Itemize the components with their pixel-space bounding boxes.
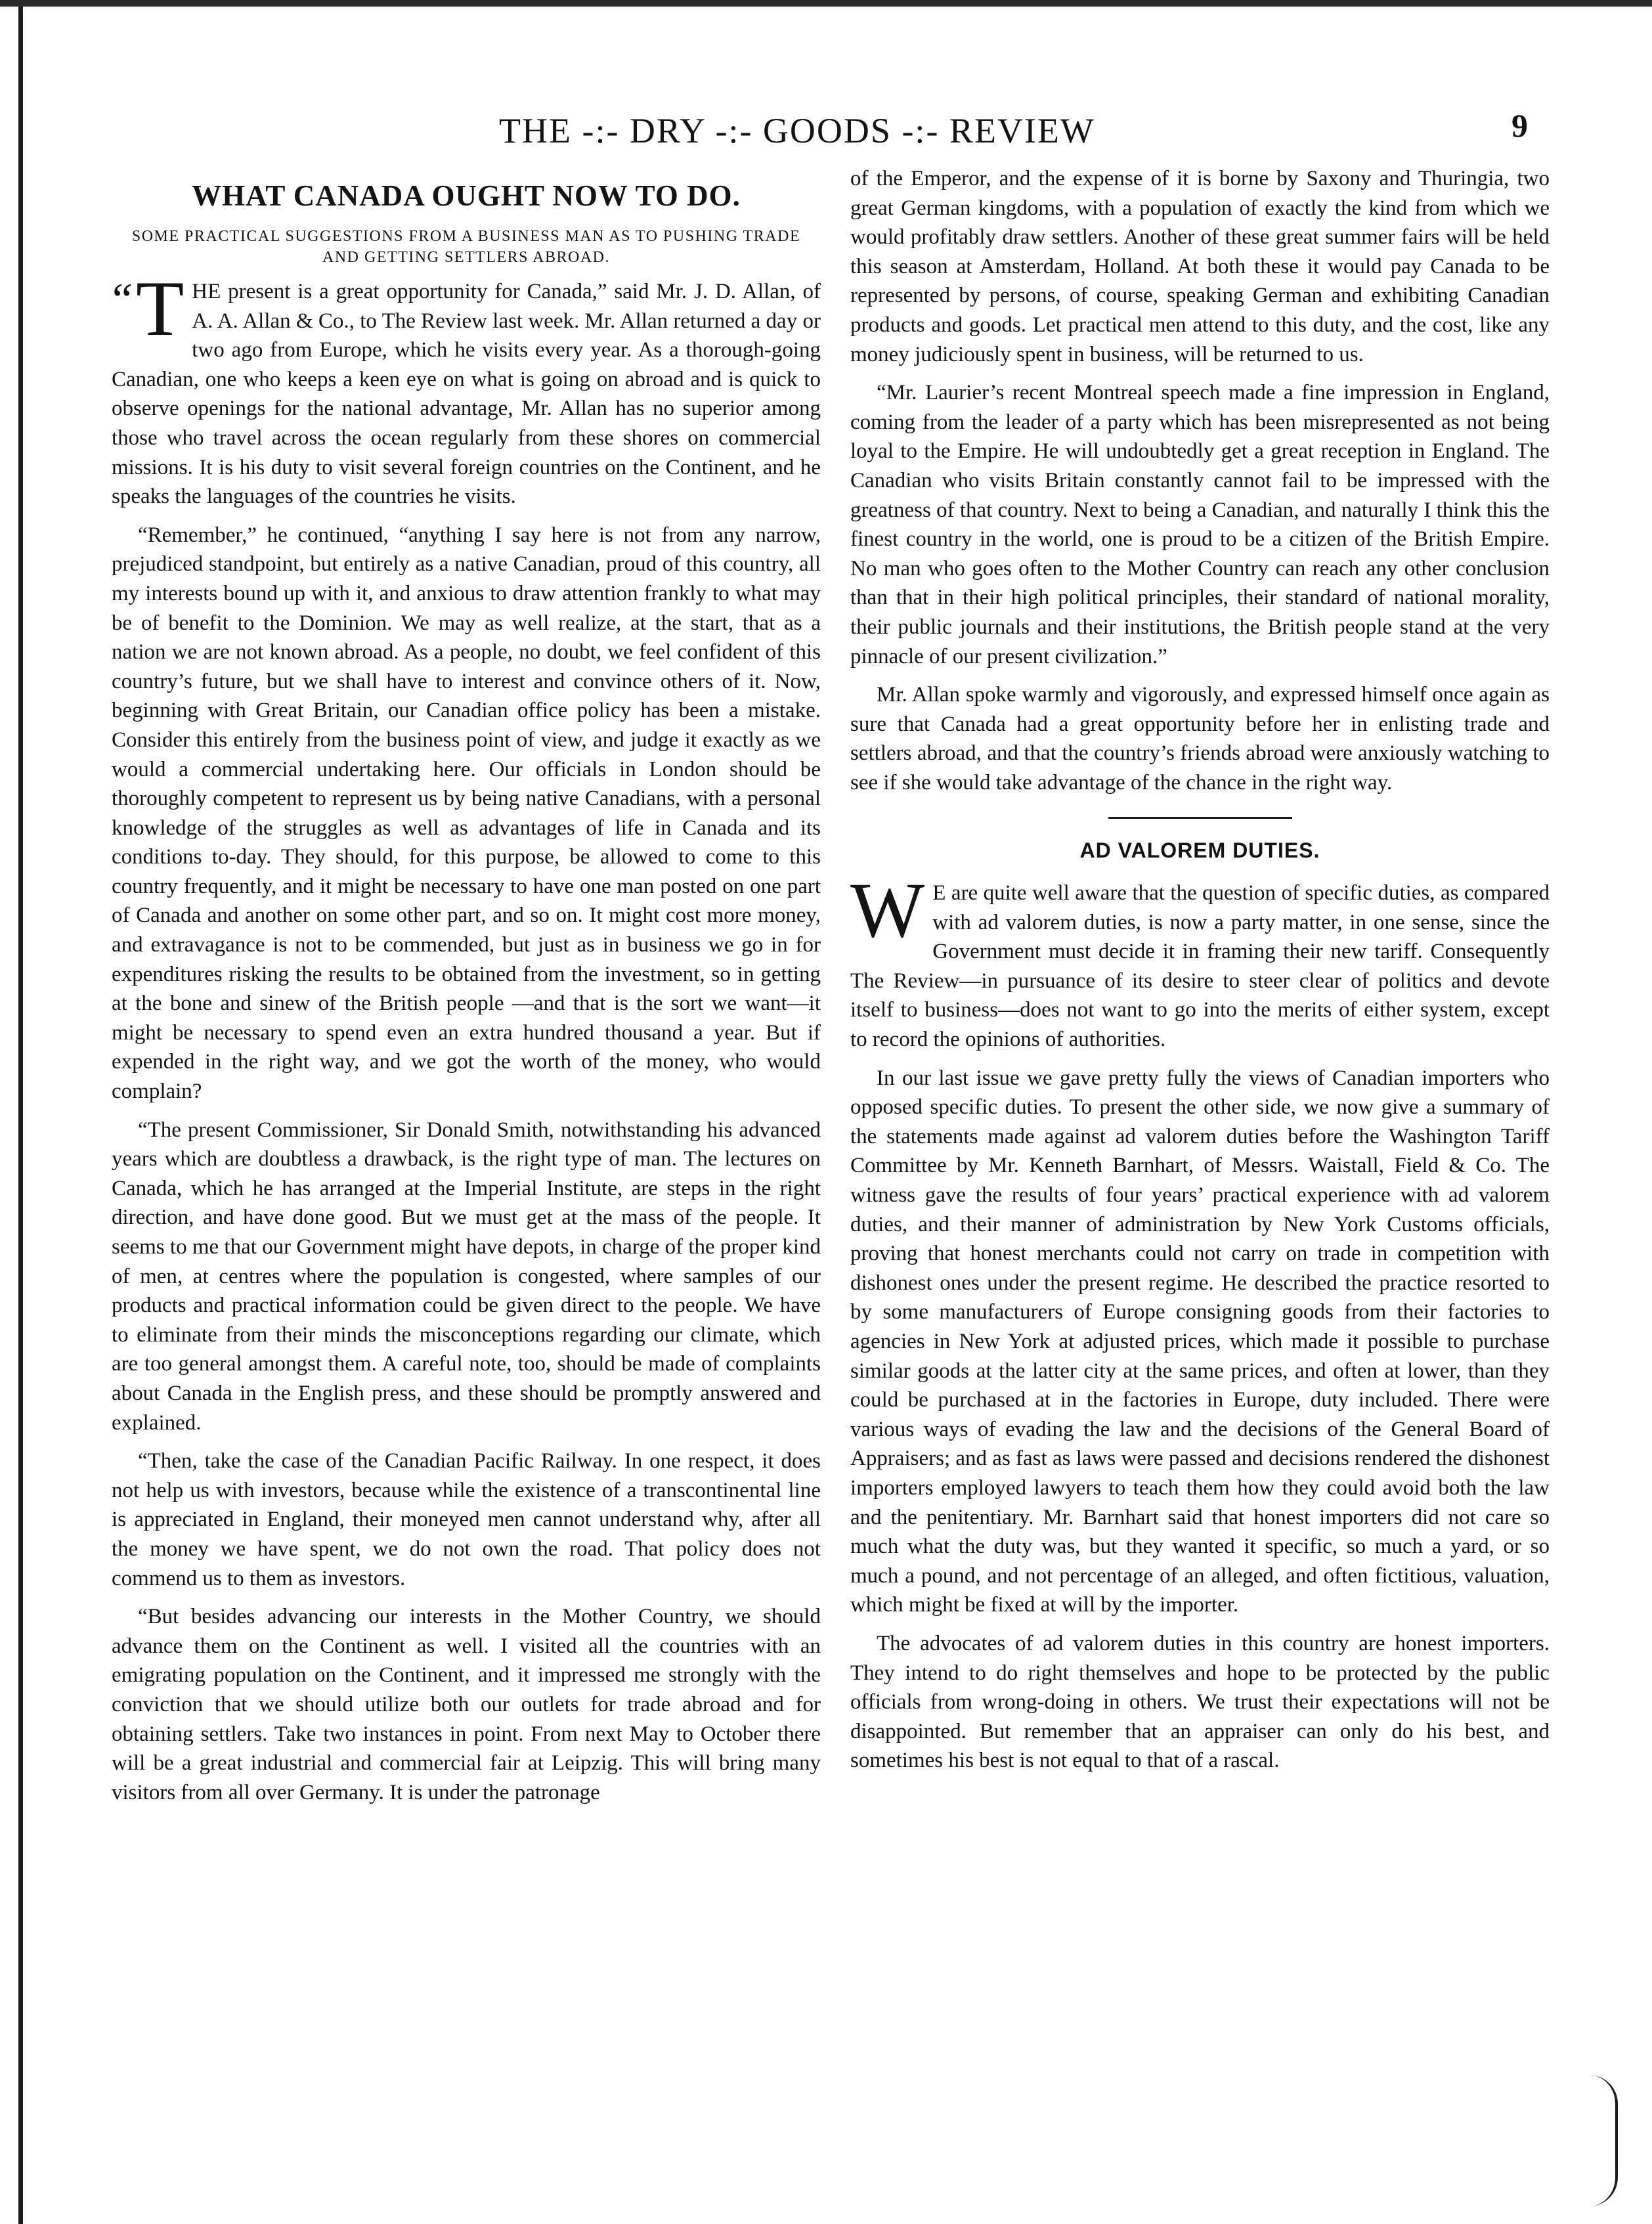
article-paragraph: “But besides advancing our interests in the Mother Country, we should advance them on the Continent as well. I visited all the countries with an emigrating population on the Continent, and it impressed me strongly with the conviction that we should utilize both our outlets for trade abroad and for obtaining settlers. Take two instances in point. From next May to October there will be a great industrial and commercial fair at Leipzig. This will bring many visitors from all over Germany. It is under the patronage [112,1605,821,1804]
section-headline: AD VALOREM DUTIES. [1079,839,1320,863]
article-paragraph: “Remember,” he continued, “anything I say here is not from any narrow, prejudiced standpoint, but entirely as a native Canadian, proud of this country, all my interests bound up with it, and anxious to draw attention frankly to what may be of benefit to the Dominion. We may as well realize, at the start, that as a nation we are not known abroad. As a people, no doubt, we feel confident of this country’s future, but we shall have to interest and convince others of it. Now, beginning with Great Britain, our Canadian office policy has been a mistake. Consider this entirely from the business point of view, and judge it exactly as we would a commercial undertaking here. Our officials in London should be thoroughly competent to represent us by being native Canadians, with a personal knowledge of the struggles as well as advantages of life in Canada and its conditions to-day. They should, for this purpose, be allowed to come to this country frequently, and it might be necessary to have one man posted on one part of Canada and another on some other part, and so on. It might cost more money, and extravagance is not to be commended, but just as in business we go in for expenditures risking the results to be obtained from the investment, so in getting at the bone and sinew of the British people —and that is the sort we want—it might be necessary to spend even an extra hundred thousand a year. But if expended in the right way, and we got the worth of the money, who would complain? [112,523,821,1104]
article-paragraph: Mr. Allan spoke warmly and vigorously, and expressed himself once again as sure that Canada had a great opportunity before her in enlisting trade and settlers abroad, and that the country’s friends abroad were anxiously watching to see if she would take advantage of the chance in the right way. [850,683,1550,795]
article-paragraph [108,265,821,512]
masthead: THE -:- DRY -:- GOODS -:- REVIEW [499,111,1095,150]
page-top-edge [0,0,1652,7]
article-paragraph: “The present Commissioner, Sir Donald Smith, notwithstanding his advanced years which are doubtless a drawback, is the right type of man. The lectures on Canada, which he has arranged at the Imperial Institute, are steps in the right direction, and have done good. But we must get at the mass of the people. It seems to me that our Government might have depots, in charge of the proper kind of men, at centres where the population is congested, where samples of our products and practical information could be given direct to the people. We have to eliminate from their minds the misconceptions regarding our climate, which are too general amongst them. A careful note, too, should be made of complaints about Canada in the English press, and these should be promptly answered and explained. [112,1118,821,1435]
margin-bracket-mark [1589,2075,1618,2206]
page-edge-rule [18,0,23,2224]
drop-cap: W [850,866,925,954]
article-paragraph: “Then, take the case of the Canadian Pacific Railway. In one respect, it does not help us with investors, because while the existence of a transcontinental line is appreciated in England, their moneyed men cannot understand why, after all the money we have spent, we do not own the road. That policy does not commend us to them as investors. [112,1449,821,1590]
left-column [108,164,821,1816]
article-paragraph: The advocates of ad valorem duties in this country are honest importers. They intend to do right themselves and hope to be protected by the public officials from wrong-doing in others. We trust their expectations will not be disappointed. But remember that an appraiser can only do his best, and sometimes his best is not equal to that of a rascal. [850,1631,1550,1773]
article-paragraph [850,866,1550,1055]
right-column [850,164,1550,1785]
article-paragraph: “Mr. Laurier’s recent Montreal speech made a fine impression in England, coming from the leader of a party which has been misrepresented as not being loyal to the Empire. He will undoubtedly get a great reception in England. The Canadian who visits Britain constantly cannot fail to be impressed with the greatness of that country. Next to being a Canadian, and naturally I think this the finest country in the world, one is proud to be a citizen of the British Empire. No man who goes often to the Mother Country can reach any other conclusion than that in their high political principles, their standard of national morality, their public journals and their institutions, the British people stand at the very pinnacle of our present civilization.” [850,381,1550,668]
paragraph-text: HE present is a great opportunity for Canada,” said Mr. J. D. Allan, of A. A. Allan & Co., to The Review last week. Mr. Allan returned a day or two ago from Europe, which he visits every year. As a thorough-going Canadian, one who keeps a keen eye on what is going on abroad and is quick to observe openings for the national advantage, Mr. Allan has no superior among those who travel across the ocean regularly from these shores on commercial missions. It is his duty to visit several foreign countries on the Continent, and he speaks the languages of the countries he visits. [112,280,821,509]
section-divider [1108,817,1292,819]
paragraph-text: E are quite well aware that the question of specific duties, as compared with ad valorem duties, is now a party matter, in one sense, since the Government must decide it in framing their new tariff. Consequently The Review—in pursuance of its desire to steer clear of politics and devote itself to business—does not want to go into the merits of either system, except to record the opinions of authorities. [850,881,1550,1052]
article-paragraph: In our last issue we gave pretty fully the views of Canadian importers who opposed specific duties. To present the other side, we now give a summary of the statements made against ad valorem duties before the Washington Tariff Committee by Mr. Kenneth Barnhart, of Messrs. Waistall, Field & Co. The witness gave the results of four years’ practical experience with ad valorem duties, and their manner of administration by New York Customs officials, proving that honest merchants could not carry on trade in competition with dishonest ones under the present regime. He described the practice resorted to by some manufacturers of Europe consigning goods from their factories to agencies in New York at adjusted prices, which made it possible to purchase similar goods at the latter city at the same prices, and often at lower, than they could be purchased at in the factories in Europe, duty included. There were various ways of evading the law and the decisions of the General Board of Appraisers; and as fast as laws were passed and decisions rendered the dishonest importers employed lawyers to teach them how they could avoid both the law and the penitentiary. Mr. Barnhart said that honest importers did not care so much what the duty was, but they wanted it specific, so much a yard, or so much a pound, and not percentage of an alleged, and often fictitious, valuation, which might be fixed at will by the importer. [850,1066,1550,1617]
opening-quote: “ [108,274,133,325]
article-headline: WHAT CANADA OUGHT NOW TO DO. [192,179,741,212]
article-paragraph: of the Emperor, and the expense of it is borne by Saxony and Thuringia, two great German kingdoms, with a population of exactly the kind from which we would profitably draw settlers. Another of these great summer fairs will be held this season at Amsterdam, Holland. At both these it would pay Canada to be represented by persons, of course, speaking German and exhibiting Canadian products and goods. Let practical men attend to this duty, and the cost, like any money judiciously spent in business, will be returned to us. [850,167,1550,366]
page-number: 9 [1511,107,1528,144]
article-subhead: SOME PRACTICAL SUGGESTIONS FROM A BUSINESS MAN AS TO PUSHING TRADE AND GETTING SETTLERS ABROAD. [131,228,801,266]
drop-cap: T [135,265,185,352]
